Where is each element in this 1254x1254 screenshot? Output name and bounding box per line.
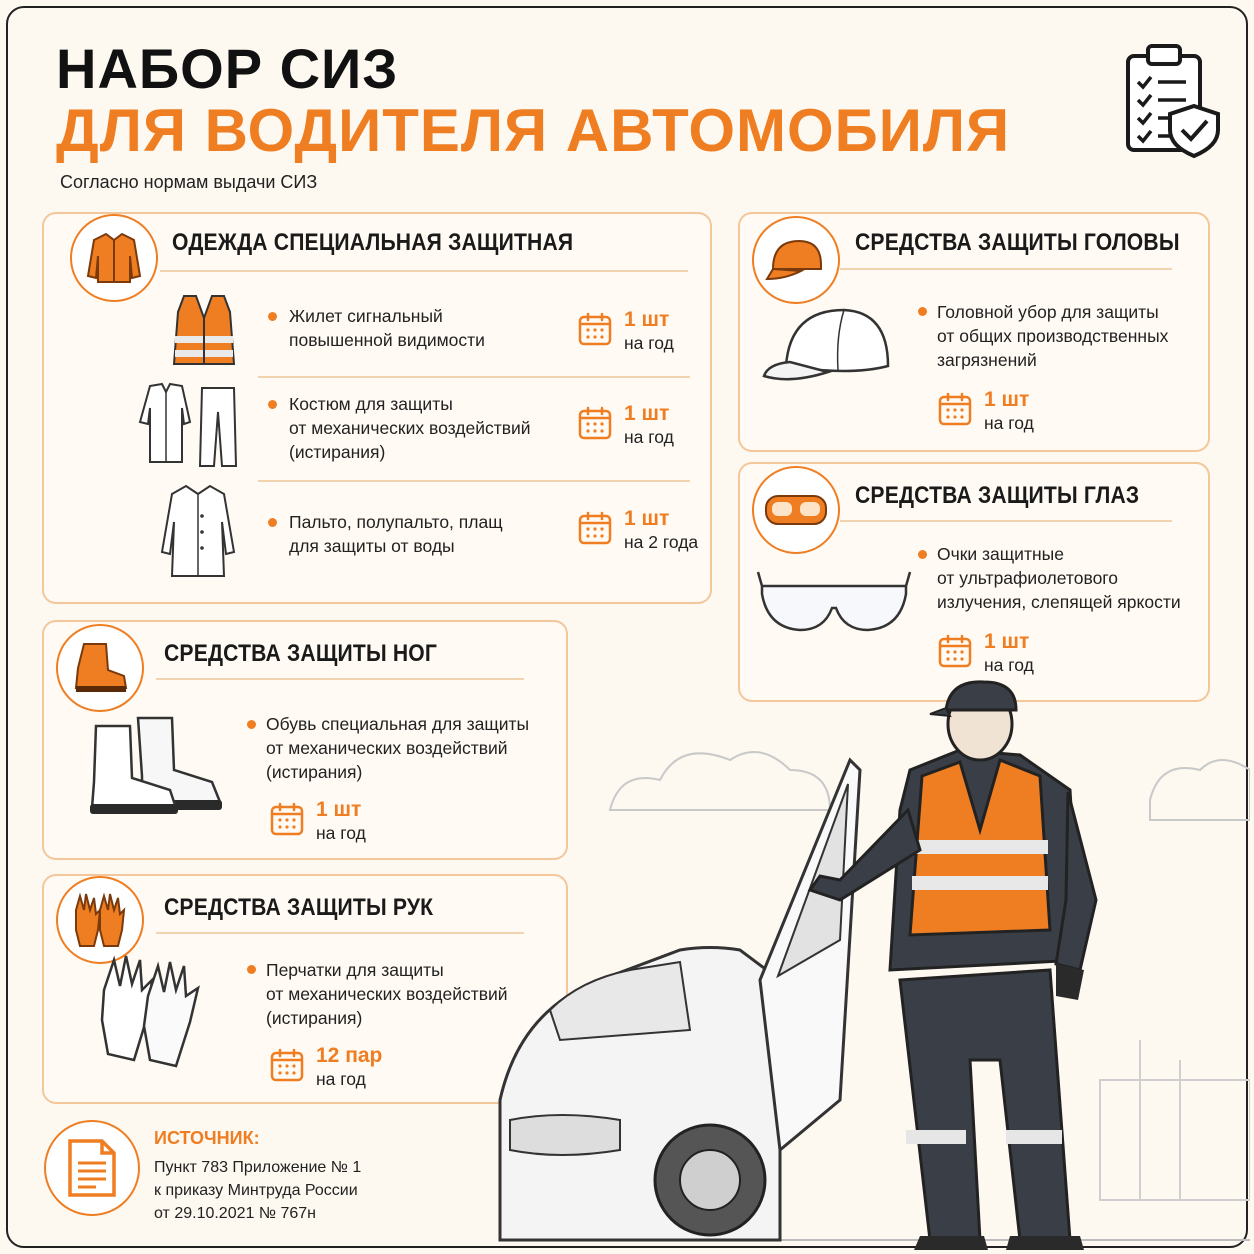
item-bullet <box>268 312 277 321</box>
calendar-icon <box>938 634 972 668</box>
clothing-item-vest-text: Жилет сигнальный повышенной видимости <box>289 306 485 350</box>
head-circle <box>752 216 840 304</box>
clipboard-checklist-shield-icon <box>1122 42 1222 160</box>
document-icon <box>64 1137 120 1199</box>
jacket-icon <box>84 228 144 288</box>
calendar-icon <box>938 392 972 426</box>
head-title: СРЕДСТВА ЗАЩИТЫ ГОЛОВЫ <box>855 229 1180 256</box>
row-divider <box>258 480 690 482</box>
clothing-title: ОДЕЖДА СПЕЦИАЛЬНАЯ ЗАЩИТНАЯ <box>172 229 574 256</box>
calendar-icon <box>270 1048 304 1082</box>
page-title: НАБОР СИЗ <box>56 37 399 100</box>
head-item-text: Головной убор для защиты от общих производственных загрязнений <box>937 302 1169 370</box>
eyes-circle <box>752 466 840 554</box>
boots-illustration <box>86 712 228 816</box>
boot-icon <box>70 640 130 696</box>
row-divider <box>258 376 690 378</box>
item-bullet <box>268 400 277 409</box>
feet-item-text: Обувь специальная для защиты от механических воздействий (истирания) <box>266 714 530 782</box>
goggles-icon <box>762 490 830 530</box>
title-divider <box>160 270 688 272</box>
suit-icon <box>136 382 248 470</box>
gloves-icon <box>70 890 130 950</box>
safety-glasses-illustration <box>756 566 912 640</box>
hands-item-text: Перчатки для защиты от механических воздействий (истирания) <box>266 960 508 1028</box>
source-circle <box>44 1120 140 1216</box>
source-text: Пункт 783 Приложение № 1 к приказу Минтруда России от 29.10.2021 № 767н <box>154 1159 362 1222</box>
clothing-circle <box>70 214 158 302</box>
work-gloves-illustration <box>94 950 214 1070</box>
feet-circle <box>56 624 144 712</box>
calendar-icon <box>270 802 304 836</box>
item-bullet <box>918 550 927 559</box>
item-bullet <box>247 965 256 974</box>
driver-with-car-illustration <box>460 680 1250 1250</box>
item-bullet <box>918 307 927 316</box>
item-bullet <box>247 720 256 729</box>
eyes-title: СРЕДСТВА ЗАЩИТЫ ГЛАЗ <box>855 482 1140 509</box>
title-divider <box>840 520 1172 522</box>
coat-icon <box>158 482 238 580</box>
calendar-icon <box>578 312 612 346</box>
feet-title: СРЕДСТВА ЗАЩИТЫ НОГ <box>164 640 438 667</box>
clothing-item-coat-text: Пальто, полупальто, плащ для защиты от воды <box>289 512 503 556</box>
eyes-item-text: Очки защитные от ультрафиолетового излучения, слепящей яркости <box>937 544 1181 612</box>
cap-icon <box>765 235 827 285</box>
source-title: ИСТОЧНИК: <box>154 1128 260 1148</box>
item-bullet <box>268 518 277 527</box>
clothing-item-suit-text: Костюм для защиты от механических воздействий (истирания) <box>289 394 531 462</box>
vest-icon <box>168 292 240 370</box>
calendar-icon <box>578 511 612 545</box>
hands-title: СРЕДСТВА ЗАЩИТЫ РУК <box>164 894 434 921</box>
page-subtitle: Согласно нормам выдачи СИЗ <box>60 172 318 192</box>
cap-illustration <box>760 300 896 394</box>
title-divider <box>840 268 1172 270</box>
calendar-icon <box>578 406 612 440</box>
page-title-accent: ДЛЯ ВОДИТЕЛЯ АВТОМОБИЛЯ <box>56 97 1011 164</box>
